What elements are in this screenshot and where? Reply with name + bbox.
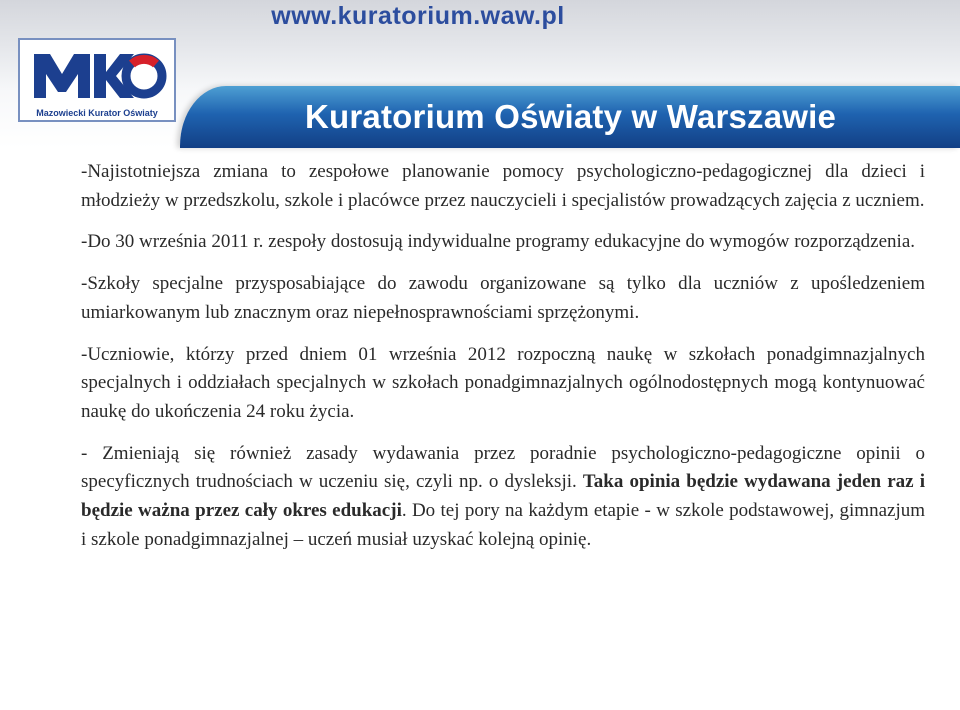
paragraph-1: -Najistotniejsza zmiana to zespołowe planowanie pomocy psychologiczno-pedagogicznej dla dzieci i młodzieży w przedszkolu, szkole i placówce przez nauczycieli i specjalistów prowadzących zajęcia z uczniem.	[81, 161, 925, 211]
paragraph-5-emphasis: Taka opinia będzie wydawana jeden raz i będzie ważna przez cały okres edukacji	[81, 471, 925, 522]
header-title: Kuratorium Oświaty w Warszawie	[305, 98, 837, 135]
header-url: www.kuratorium.waw.pl	[271, 2, 565, 30]
mko-logo-mark	[28, 44, 168, 106]
paragraph-4: -Uczniowie, którzy przed dniem 01 września 2012 rozpoczną naukę w szkołach ponadgimnazjalnych specjalnych i oddziałach specjalnych w szkołach ponadgimnazjalnych ogólnodostępnych mogą kontynuować naukę do ukończenia 24 roku życia.	[81, 343, 925, 422]
paragraph-2: -Do 30 września 2011 r. zespoły dostosują indywidualne programy edukacyjne do wymogów rozporządzenia.	[81, 231, 916, 253]
mko-logo	[18, 38, 176, 122]
logo-caption: Mazowiecki Kurator Oświaty	[36, 108, 158, 118]
header-banner	[0, 0, 960, 148]
paragraph-3: -Szkoły specjalne przysposabiające do zawodu organizowane są tylko dla uczniów z upośledzeniem umiarkowanym lub znacznym oraz niepełnosprawnościami sprzężonymi.	[81, 273, 925, 323]
paragraph-5-intro: - Zmieniają się również zasady wydawania przez poradnie psychologiczno-pedagogiczne opinii o specyficznych trudnościach w uczeniu się, czyli np. o dysleksji.	[81, 442, 925, 493]
paragraph-5-outro: . Do tej pory na każdym etapie - w szkole podstawowej, gimnazjum i szkole ponadgimnazjalnej – uczeń musiał uzyskać kolejną opinię.	[81, 500, 925, 550]
paragraph-5	[81, 440, 925, 555]
main-content	[81, 158, 925, 554]
